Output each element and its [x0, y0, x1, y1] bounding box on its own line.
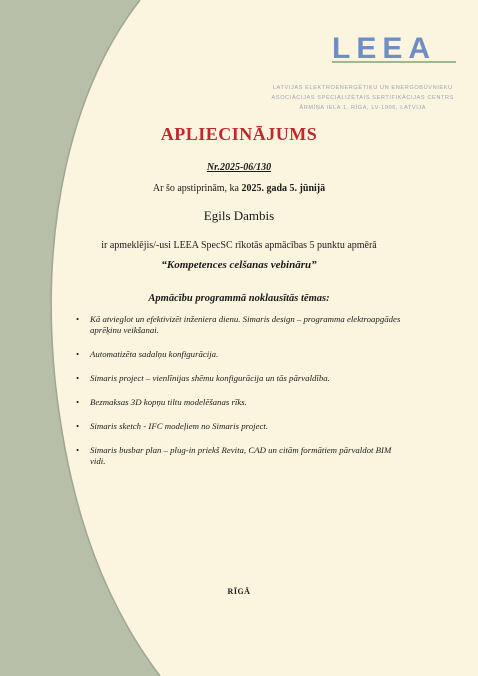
topic-item — [76, 421, 406, 432]
topic-item — [76, 373, 406, 384]
organization-line-1: LATVIJAS ELEKTROENERĢĒTIĶU UN ENERGOBŪVNIEKU — [272, 85, 453, 91]
organization-line-2: ASOCIĀCIJAS SPECIALIZĒTAIS SERTIFIKĀCIJAS CENTRS — [271, 95, 454, 101]
logo-letters: LEEA — [332, 32, 437, 64]
bullet-icon: • — [76, 397, 80, 407]
certificate-number: Nr.2025-06/130 — [206, 162, 272, 173]
topics-heading: Apmācību programmā noklausītās tēmas: — [148, 293, 330, 304]
organization-block — [272, 83, 454, 113]
bullet-icon: • — [76, 445, 80, 455]
bullet-icon: • — [76, 421, 80, 431]
attendance-statement: ir apmeklējis/-usi LEEA SpecSC rīkotās apmācības 5 punktu apmērā — [101, 240, 377, 251]
topic-item — [76, 314, 406, 336]
confirmation-line — [0, 183, 478, 194]
topic-text: Simaris sketch - IFC modeļiem no Simaris project. — [90, 421, 269, 431]
leea-logo — [330, 28, 458, 64]
course-title: “Kompetences celšanas vebināru” — [161, 259, 317, 271]
organization-address: ĀRMĪŅA IELA 1, RĪGA, LV-1006, LATVIJA — [299, 105, 427, 111]
bullet-icon: • — [76, 373, 80, 383]
topic-item — [76, 445, 406, 467]
topic-item — [76, 397, 406, 408]
bullet-icon: • — [76, 314, 80, 324]
topic-text: Automatizēta sadalņu konfigurācija. — [90, 349, 219, 359]
confirmation-prefix: Ar šo apstiprinām, ka — [152, 183, 242, 194]
topic-text: Simaris busbar plan – plug-in priekš Revita, CAD un citām formātiem pārvaldot BIM vidi. — [90, 445, 392, 466]
certificate-title: APLIECINĀJUMS — [160, 124, 318, 144]
topics-list — [76, 314, 406, 467]
topic-text: Kā atvieglot un efektivizēt inženiera dienu. Simaris design – programma elektroapgādes aprēķinu veikšanai. — [90, 314, 401, 335]
recipient-name: Egils Dambis — [203, 208, 275, 223]
topic-text: Bezmaksas 3D kopņu tiltu modelēšanas rīks. — [90, 397, 247, 407]
topic-text: Simaris project – vienlīnijas shēmu konfigurācija un tās pārvaldība. — [90, 373, 330, 383]
bullet-icon: • — [76, 349, 80, 359]
topic-item — [76, 349, 406, 360]
place-label: RĪGĀ — [227, 587, 251, 596]
confirmation-date: 2025. gada 5. jūnijā — [241, 183, 326, 194]
